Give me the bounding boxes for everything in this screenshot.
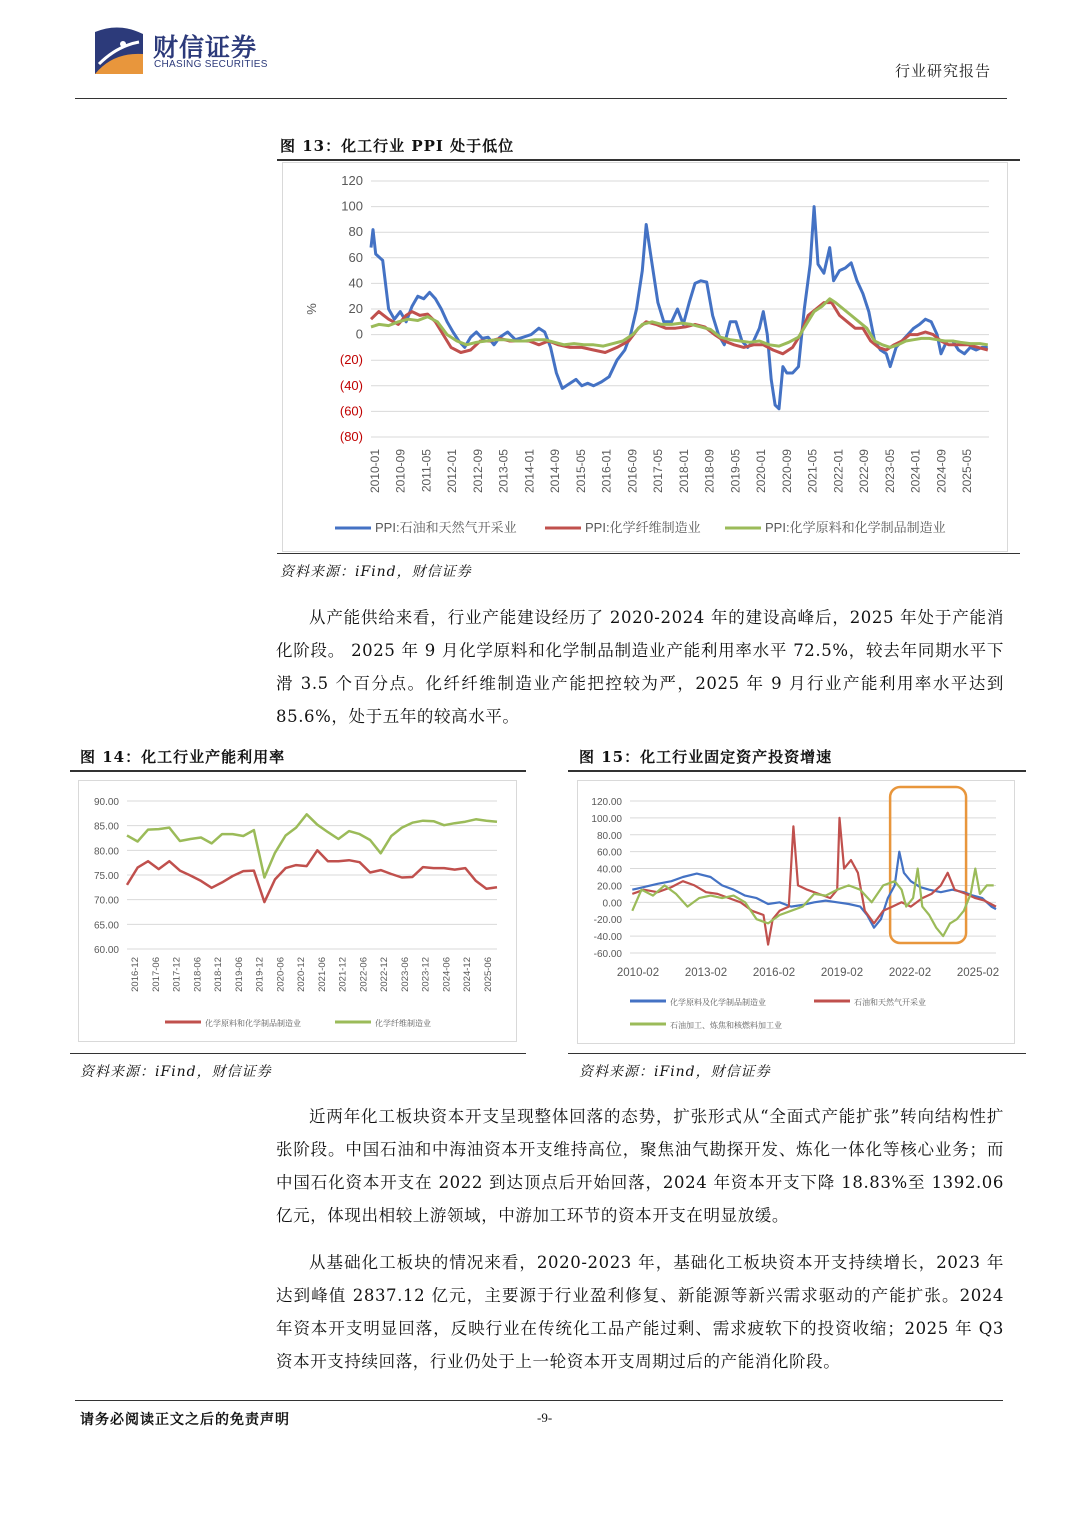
company-name-en: CHASING SECURITIES bbox=[154, 59, 268, 70]
x-tick-label: 2011-05 bbox=[419, 449, 434, 493]
x-tick-label: 2024-01 bbox=[908, 449, 923, 494]
figure14-top-rule bbox=[70, 770, 526, 772]
x-tick-label: 2022-02 bbox=[888, 967, 932, 979]
x-tick-label: 2013-05 bbox=[496, 449, 511, 494]
y-tick-label: -60.00 bbox=[593, 949, 622, 960]
legend-label-1: 化学原料和化学制品制造业 bbox=[205, 1019, 301, 1028]
x-tick-label: 2020-09 bbox=[779, 448, 794, 494]
y-tick-label: 0 bbox=[355, 326, 363, 342]
x-tick-label: 2019-05 bbox=[728, 449, 743, 494]
y-tick-label: (40) bbox=[339, 377, 363, 393]
x-tick-label: 2018-09 bbox=[702, 449, 717, 494]
y-tick-label: 20.00 bbox=[596, 881, 622, 893]
figure15-source: 资料来源：iFind，财信证券 bbox=[579, 1064, 771, 1080]
company-name-cn: 财信证券 bbox=[153, 33, 258, 62]
x-tick-label: 2023-06 bbox=[399, 957, 411, 992]
x-tick-label: 2023-05 bbox=[882, 449, 897, 494]
series-line-1 bbox=[632, 852, 996, 928]
y-tick-label: 75.00 bbox=[93, 871, 119, 882]
figure13-bottom-rule bbox=[277, 553, 1020, 554]
y-tick-label: 120 bbox=[341, 173, 363, 188]
figure15-chart bbox=[577, 780, 1015, 1044]
logo-emblem-icon bbox=[93, 24, 145, 76]
x-tick-label: 2018-06 bbox=[192, 957, 204, 992]
figure14-chart-svg bbox=[79, 781, 516, 1041]
y-tick-label: -20.00 bbox=[593, 915, 622, 927]
paragraph-basic-chemicals bbox=[276, 1246, 1004, 1378]
legend-label-3: PPI:化学原料和化学制品制造业 bbox=[765, 520, 946, 535]
figure15-bottom-rule bbox=[568, 1053, 1026, 1054]
x-tick-label: 2017-06 bbox=[150, 957, 162, 992]
x-tick-label: 2022-12 bbox=[379, 957, 391, 992]
paragraph-capacity-supply bbox=[276, 601, 1004, 733]
y-tick-label: 60.00 bbox=[596, 847, 622, 859]
x-tick-label: 2020-12 bbox=[296, 957, 308, 992]
y-tick-label: 65.00 bbox=[93, 920, 119, 932]
x-tick-label: 2024-06 bbox=[441, 957, 453, 992]
x-tick-label: 2017-12 bbox=[171, 957, 183, 992]
figure13-title: 图 13：化工行业 PPI 处于低位 bbox=[280, 137, 515, 155]
x-tick-label: 2013-02 bbox=[684, 967, 728, 979]
y-tick-label: 20 bbox=[348, 301, 363, 316]
paragraph-2-text: 近两年化工板块资本开支呈现整体回落的态势，扩张形式从“全面式产能扩张”转向结构性扩张阶段。中国石油和中海油资本开支维持高位，聚焦油气勘探开发、炼化一体化等核心业务；而中国石化资本开支在 2022 到达顶点后开始回落，2024 年资本开支下降 18.83%至 1392.06 亿元，体现出相较上游领域，中游加工环节的资本开支在明显放缓。 bbox=[276, 1107, 1004, 1225]
series-line-3 bbox=[371, 299, 988, 348]
x-tick-label: 2024-09 bbox=[934, 449, 949, 494]
x-tick-label: 2012-09 bbox=[470, 449, 485, 494]
legend-label-1: PPI:石油和天然气开采业 bbox=[375, 520, 517, 535]
y-tick-label: 40 bbox=[348, 275, 363, 291]
y-tick-label: 0.00 bbox=[602, 898, 622, 910]
y-tick-label: (60) bbox=[339, 403, 363, 419]
report-type-label: 行业研究报告 bbox=[895, 62, 992, 80]
x-tick-label: 2014-09 bbox=[548, 449, 563, 494]
x-tick-label: 2022-09 bbox=[857, 449, 872, 494]
figure14-bottom-rule bbox=[70, 1053, 526, 1054]
disclaimer-notice: 请务必阅读正文之后的免责声明 bbox=[80, 1412, 290, 1428]
x-tick-label: 2018-12 bbox=[213, 957, 225, 992]
x-tick-label: 2025-05 bbox=[960, 449, 974, 494]
x-tick-label: 2019-12 bbox=[254, 957, 266, 992]
x-tick-label: 2018-01 bbox=[676, 449, 691, 494]
paragraph-capex-trend bbox=[276, 1100, 1004, 1232]
y-tick-label: 60.00 bbox=[93, 945, 119, 956]
figure13-chart-svg bbox=[283, 163, 1007, 551]
x-tick-label: 2016-12 bbox=[130, 957, 141, 992]
x-tick-label: 2025-02 bbox=[956, 967, 1000, 979]
x-tick-label: 2021-12 bbox=[337, 957, 349, 992]
y-tick-label: 100.00 bbox=[591, 813, 622, 825]
legend-label-3: 石油加工、炼焦和核燃料加工业 bbox=[670, 1021, 782, 1030]
y-tick-label: -40.00 bbox=[593, 932, 622, 944]
x-tick-label: 2023-12 bbox=[420, 957, 432, 992]
y-tick-label: 60 bbox=[348, 249, 363, 265]
y-tick-label: 40.00 bbox=[596, 864, 622, 876]
series-line-2 bbox=[632, 818, 996, 945]
header-divider bbox=[75, 98, 1007, 99]
figure13-source: 资料来源：iFind，财信证券 bbox=[280, 564, 472, 580]
x-tick-label: 2020-06 bbox=[275, 957, 287, 992]
y-axis-label: % bbox=[304, 303, 319, 315]
x-tick-label: 2019-06 bbox=[233, 957, 245, 992]
y-tick-label: 70.00 bbox=[93, 895, 119, 907]
legend-label-2: PPI:化学纤维制造业 bbox=[585, 520, 701, 535]
company-logo bbox=[93, 24, 145, 76]
x-tick-label: 2010-02 bbox=[616, 967, 660, 979]
legend-label-1: 化学原料及化学制品制造业 bbox=[670, 998, 766, 1007]
y-tick-label: (80) bbox=[339, 429, 363, 444]
figure14-chart bbox=[78, 780, 517, 1042]
y-tick-label: 85.00 bbox=[93, 821, 119, 833]
x-tick-label: 2020-01 bbox=[754, 448, 769, 494]
y-tick-label: (20) bbox=[339, 352, 363, 368]
x-tick-label: 2015-05 bbox=[573, 449, 588, 494]
legend-label-2: 化学纤维制造业 bbox=[375, 1019, 431, 1028]
x-tick-label: 2012-01 bbox=[445, 449, 460, 494]
y-tick-label: 80 bbox=[348, 224, 363, 240]
x-tick-label: 2016-09 bbox=[625, 449, 640, 494]
y-tick-label: 80.00 bbox=[93, 846, 119, 858]
y-tick-label: 120.00 bbox=[591, 797, 622, 808]
x-tick-label: 2022-01 bbox=[831, 449, 846, 494]
figure15-title: 图 15：化工行业固定资产投资增速 bbox=[579, 748, 833, 766]
figure14-title: 图 14：化工行业产能利用率 bbox=[80, 748, 286, 766]
figure13-top-rule bbox=[277, 159, 1020, 161]
paragraph-1-text: 从产能供给来看，行业产能建设经历了 2020-2024 年的建设高峰后，2025 年处于产能消化阶段。 2025 年 9 月化学原料和化学制品制造业产能利用率水平 72.5%，较去年同期水平下滑 3.5 个百分点。化纤纤维制造业产能把控较为严，2025 年 9 月行业产能利用率水平达到 85.6%，处于五年的较高水平。 bbox=[276, 608, 1004, 726]
x-tick-label: 2025-06 bbox=[483, 957, 494, 992]
figure15-chart-svg bbox=[578, 781, 1014, 1043]
x-tick-label: 2016-01 bbox=[599, 449, 614, 494]
x-tick-label: 2019-02 bbox=[820, 967, 864, 979]
series-line-1 bbox=[371, 207, 988, 409]
x-tick-label: 2021-06 bbox=[316, 957, 328, 992]
y-tick-label: 100 bbox=[341, 198, 363, 214]
page-number: -9- bbox=[537, 1410, 553, 1425]
paragraph-3-text: 从基础化工板块的情况来看，2020-2023 年，基础化工板块资本开支持续增长，2023 年达到峰值 2837.12 亿元，主要源于行业盈利修复、新能源等新兴需求驱动的产能扩张。2024 年资本开支明显回落，反映行业在传统化工品产能过剩、需求疲软下的投资收缩；2025 年 Q3 资本开支持续回落，行业仍处于上一轮资本开支周期过后的产能消化阶段。 bbox=[276, 1253, 1004, 1371]
x-tick-label: 2010-09 bbox=[393, 449, 408, 494]
x-tick-label: 2010-01 bbox=[368, 449, 382, 494]
legend-label-2: 石油和天然气开采业 bbox=[854, 998, 926, 1007]
x-tick-label: 2024-12 bbox=[462, 957, 474, 992]
x-tick-label: 2017-05 bbox=[651, 449, 666, 494]
figure13-chart bbox=[282, 162, 1008, 552]
y-tick-label: 90.00 bbox=[93, 797, 119, 808]
x-tick-label: 2014-01 bbox=[522, 449, 537, 494]
y-tick-label: 80.00 bbox=[596, 830, 622, 842]
figure15-top-rule bbox=[568, 770, 1026, 772]
x-tick-label: 2016-02 bbox=[752, 967, 796, 979]
x-tick-label: 2021-05 bbox=[805, 449, 820, 494]
footer-divider bbox=[75, 1400, 1003, 1401]
x-tick-label: 2022-06 bbox=[358, 957, 370, 992]
figure14-source: 资料来源：iFind，财信证券 bbox=[80, 1064, 272, 1080]
series-line-1 bbox=[127, 850, 497, 902]
